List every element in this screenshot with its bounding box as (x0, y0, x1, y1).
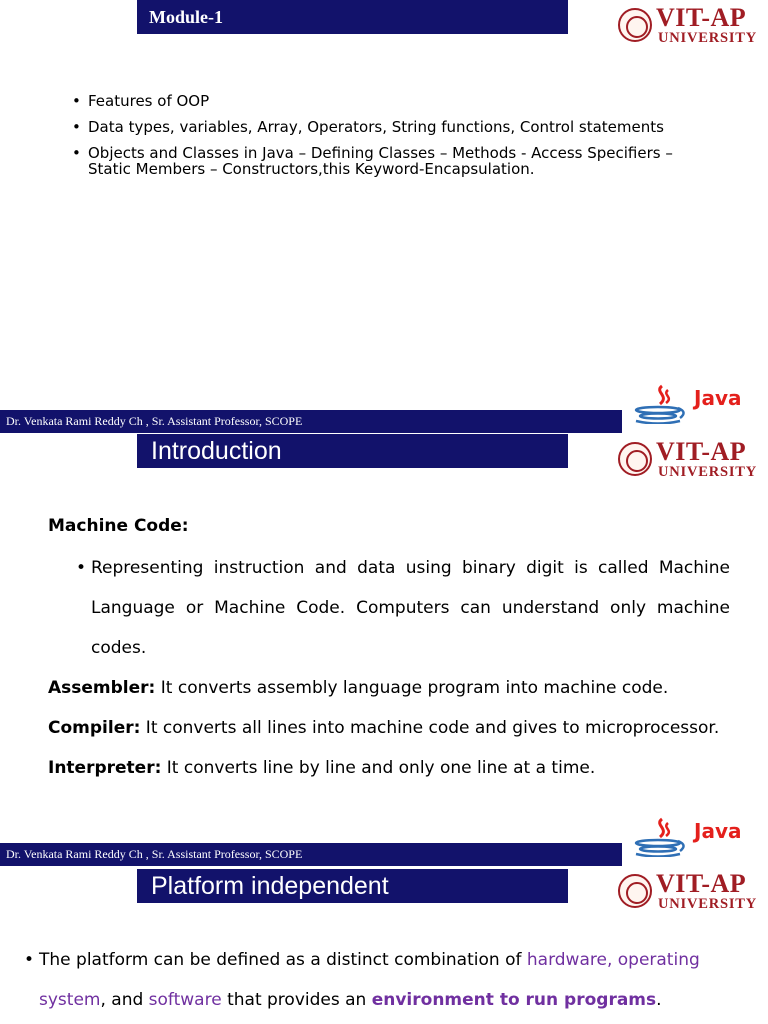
slide2-footer (0, 843, 622, 866)
platform-text: that provides an (221, 990, 372, 1010)
assembler-text: It converts assembly language program into machine code. (155, 678, 669, 698)
highlight-hardware-os: hardware, operating system (39, 950, 700, 1010)
interpreter-line (48, 748, 730, 788)
vit-logo-sub: UNIVERSITY (658, 896, 758, 912)
slide2-title-bar (137, 434, 568, 468)
vit-seal-icon (618, 8, 652, 42)
interpreter-text: It converts line by line and only one line at a time. (161, 758, 596, 778)
machine-code-bullet (76, 548, 730, 668)
platform-bullet (24, 940, 754, 1020)
vit-logo-sub: UNIVERSITY (658, 30, 758, 46)
topic-item: • Objects and Classes in Java – Defining Classes – Methods - Access Specifiers – Static Members – Constructors,this Keyword-Encapsulation. (72, 145, 712, 177)
slide3-title: Platform independent (151, 872, 389, 900)
author-footer-text: Dr. Venkata Rami Reddy Ch , Sr. Assistant Professor, SCOPE (6, 414, 303, 428)
vit-ap-logo (618, 4, 768, 48)
vit-logo-sub: UNIVERSITY (658, 464, 758, 480)
bullet-dot: • (76, 558, 87, 578)
java-logo-word: Java (694, 386, 742, 410)
slide1-footer (0, 410, 622, 433)
highlight-environment: environment to run programs (371, 990, 657, 1010)
compiler-text: It converts all lines into machine code and gives to microprocessor. (140, 718, 720, 738)
vit-ap-logo (618, 438, 768, 482)
topic-item: • Data types, variables, Array, Operators, String functions, Control statements (72, 119, 712, 135)
machine-code-heading: Machine Code: (48, 516, 189, 536)
bullet-dot: • (24, 950, 35, 970)
module-title-bar (137, 0, 568, 34)
java-logo (622, 382, 768, 424)
platform-text: The platform can be defined as a distinct combination of (39, 950, 527, 970)
platform-definition (39, 940, 754, 1020)
platform-text: . (656, 990, 662, 1010)
topic-item: • Features of OOP (72, 93, 712, 109)
java-logo-word: Java (694, 819, 742, 843)
slide3-title-bar (137, 869, 568, 903)
vit-seal-icon (618, 442, 652, 476)
author-footer-text: Dr. Venkata Rami Reddy Ch , Sr. Assistant Professor, SCOPE (6, 847, 303, 861)
slide3-body (24, 940, 754, 1020)
assembler-term: Assembler: (48, 678, 156, 698)
vit-logo-name: VIT-AP (656, 869, 747, 898)
compiler-term: Compiler: (48, 718, 141, 738)
highlight-software: software (148, 990, 222, 1010)
assembler-line (48, 668, 730, 708)
vit-logo-name: VIT-AP (656, 3, 747, 32)
interpreter-term: Interpreter: (48, 758, 162, 778)
vit-logo-name: VIT-AP (656, 437, 747, 466)
module-title: Module-1 (149, 7, 223, 27)
vit-ap-logo (618, 870, 768, 914)
vit-seal-icon (618, 874, 652, 908)
java-logo (622, 815, 768, 857)
slide2-title: Introduction (151, 437, 282, 465)
slide2-body (48, 514, 730, 788)
platform-text: , and (100, 990, 149, 1010)
machine-code-text: Representing instruction and data using binary digit is called Machine Language or Machine Code. Computers can understand only machine codes. (91, 558, 730, 658)
module-topics-list (72, 93, 712, 187)
compiler-line (48, 708, 730, 748)
